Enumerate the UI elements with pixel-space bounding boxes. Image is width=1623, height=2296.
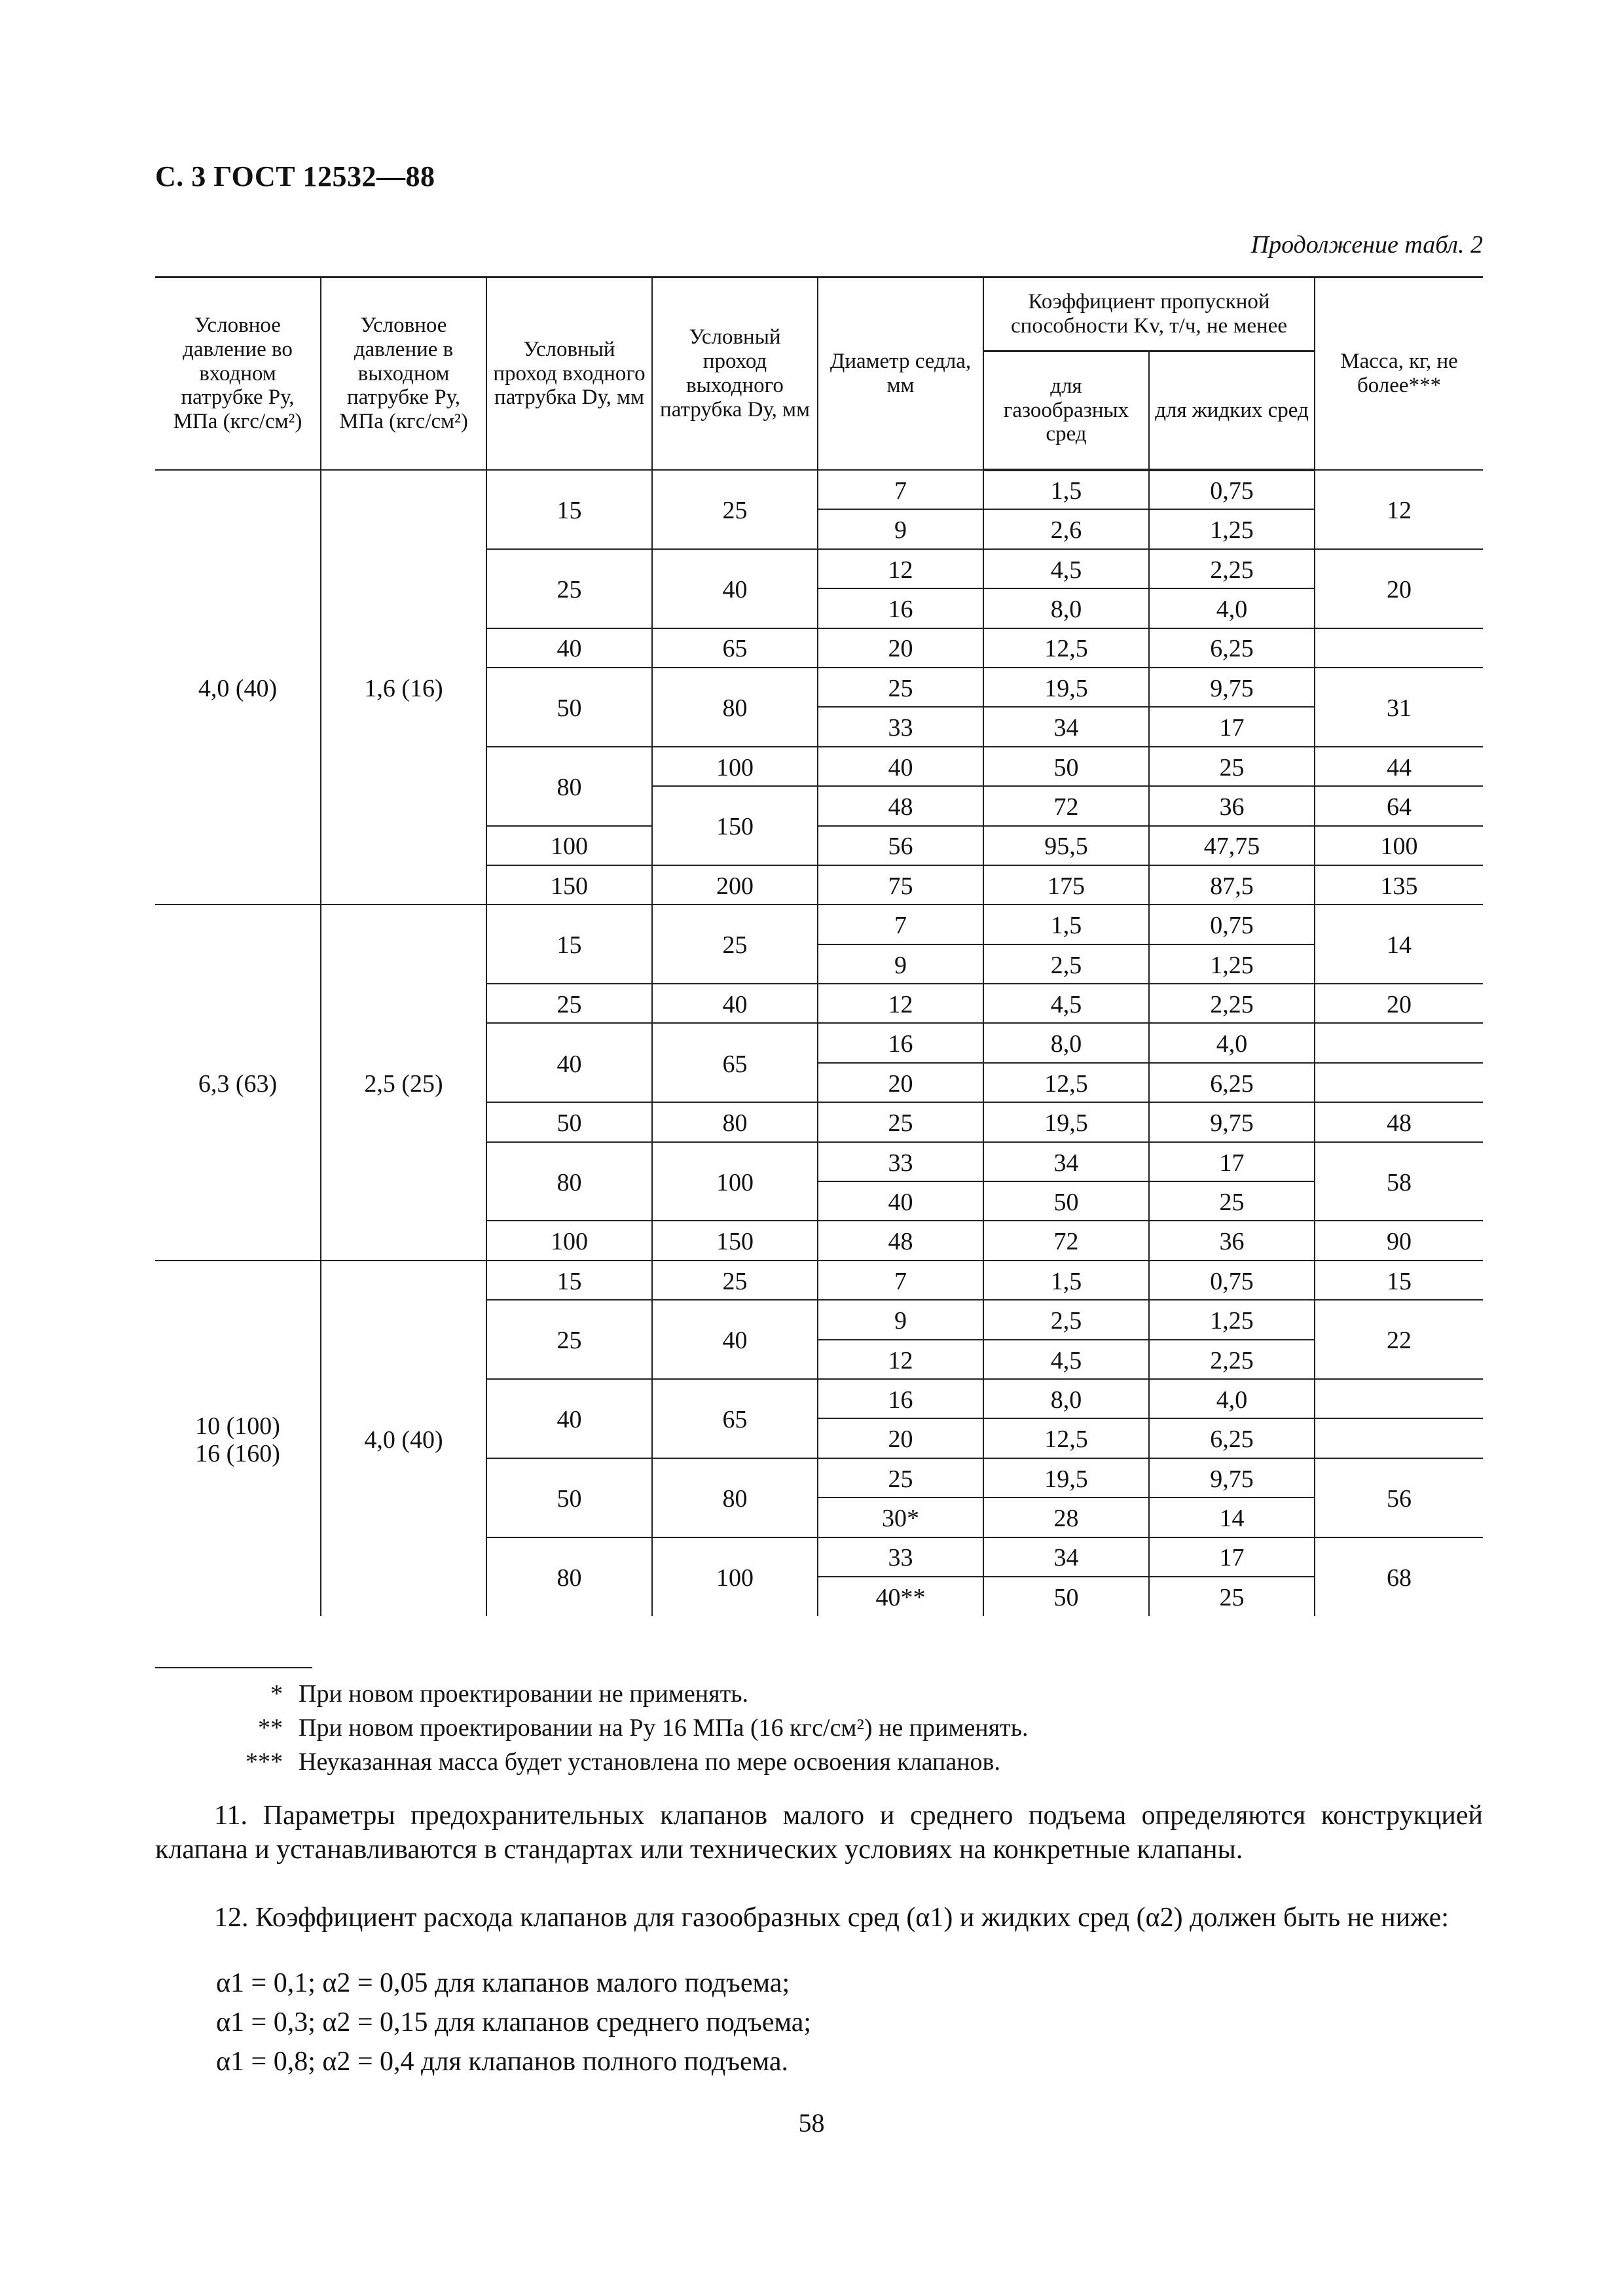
header-kv-gas: для газообразных сред [983,351,1149,471]
page-number: 58 [798,2108,825,2138]
cell-outlet-bore: 100 [652,1537,818,1617]
cell-inlet-bore: 15 [486,470,652,549]
cell-kv-gas: 72 [983,1221,1149,1260]
cell-seat: 40 [818,747,983,786]
cell-kv-liquid: 17 [1149,707,1315,746]
cell-mass-empty [1315,1063,1483,1102]
header-kv: Коэффициент пропускной способности Kv, т/ч, не менее [983,278,1315,351]
cell-outlet-bore: 65 [652,1023,818,1102]
cell-outlet-bore: 65 [652,628,818,668]
cell-inlet-bore: 80 [486,747,652,826]
cell-inlet-bore: 150 [486,865,652,905]
cell-mass: 100 [1315,826,1483,865]
cell-kv-liquid: 87,5 [1149,865,1315,905]
cell-kv-liquid: 25 [1149,747,1315,786]
cell-inlet-bore: 25 [486,1300,652,1379]
cell-mass: 20 [1315,549,1483,628]
cell-inlet-bore: 25 [486,984,652,1023]
cell-kv-gas: 175 [983,865,1149,905]
cell-mass: 22 [1315,1300,1483,1379]
cell-outlet-bore: 40 [652,984,818,1023]
cell-kv-gas: 19,5 [983,1102,1149,1141]
cell-inlet-bore: 50 [486,1102,652,1141]
cell-kv-gas: 1,5 [983,470,1149,509]
cell-inlet-pressure: 4,0 (40) [155,470,321,905]
formula-line: α1 = 0,3; α2 = 0,15 для клапанов среднего подъема; [216,2007,812,2037]
footnotes [236,1677,1029,1779]
footnote-text: При новом проектировании на Pу 16 МПа (16 кгс/см²) не применять. [299,1714,1029,1742]
cell-mass: 58 [1315,1142,1483,1221]
table-row [155,1261,1483,1300]
cell-seat: 56 [818,826,983,865]
cell-kv-liquid: 0,75 [1149,905,1315,944]
cell-kv-gas: 34 [983,1142,1149,1181]
cell-seat: 33 [818,1142,983,1181]
cell-seat: 48 [818,1221,983,1260]
cell-kv-gas: 2,5 [983,1300,1149,1339]
cell-mass: 14 [1315,905,1483,984]
cell-kv-liquid: 17 [1149,1537,1315,1577]
cell-kv-liquid: 2,25 [1149,549,1315,588]
cell-mass-empty [1315,1023,1483,1062]
cell-seat: 9 [818,944,983,984]
cell-mass: 135 [1315,865,1483,905]
cell-outlet-bore: 80 [652,1102,818,1141]
cell-kv-liquid: 6,25 [1149,1418,1315,1458]
cell-inlet-bore: 15 [486,905,652,984]
cell-seat: 12 [818,549,983,588]
cell-inlet-bore: 50 [486,1458,652,1537]
cell-kv-gas: 28 [983,1498,1149,1537]
cell-seat: 9 [818,509,983,548]
cell-kv-liquid: 0,75 [1149,470,1315,509]
table-continuation-label: Продолжение табл. 2 [1250,231,1483,259]
formula-line: α1 = 0,8; α2 = 0,4 для клапанов полного подъема. [216,2047,789,2077]
cell-kv-gas: 12,5 [983,1418,1149,1458]
cell-outlet-pressure: 2,5 (25) [321,905,486,1261]
cell-seat: 25 [818,668,983,707]
cell-inlet-bore: 40 [486,628,652,668]
cell-outlet-bore: 25 [652,905,818,984]
paragraph-11: 11. Параметры предохранительных клапанов малого и среднего подъема определяются конструкцией клапана и устанавливаются в стандартах или технических условиях на конкретные клапаны. [155,1801,1483,1865]
cell-kv-gas: 8,0 [983,1379,1149,1418]
cell-kv-liquid: 6,25 [1149,1063,1315,1102]
cell-kv-liquid: 47,75 [1149,826,1315,865]
cell-kv-gas: 34 [983,707,1149,746]
cell-seat: 7 [818,1261,983,1300]
cell-kv-gas: 8,0 [983,588,1149,628]
cell-seat: 12 [818,984,983,1023]
cell-kv-liquid: 2,25 [1149,1340,1315,1379]
cell-kv-gas: 4,5 [983,1340,1149,1379]
page-header: С. 3 ГОСТ 12532—88 [155,160,435,192]
cell-inlet-bore: 40 [486,1023,652,1102]
cell-kv-gas: 19,5 [983,668,1149,707]
cell-inlet-bore: 80 [486,1142,652,1221]
cell-mass-empty [1315,1418,1483,1458]
cell-kv-liquid: 9,75 [1149,1458,1315,1498]
cell-kv-liquid: 1,25 [1149,509,1315,548]
cell-mass: 90 [1315,1221,1483,1260]
cell-outlet-pressure: 4,0 (40) [321,1261,486,1617]
cell-seat: 40** [818,1577,983,1616]
cell-seat: 16 [818,588,983,628]
cell-seat: 30* [818,1498,983,1537]
cell-outlet-bore: 65 [652,1379,818,1458]
cell-inlet-bore: 50 [486,668,652,747]
cell-seat: 48 [818,786,983,825]
cell-seat: 75 [818,865,983,905]
cell-seat: 25 [818,1458,983,1498]
cell-kv-liquid: 14 [1149,1498,1315,1537]
cell-outlet-bore: 200 [652,865,818,905]
cell-mass: 48 [1315,1102,1483,1141]
cell-kv-liquid: 36 [1149,1221,1315,1260]
cell-mass: 44 [1315,747,1483,786]
cell-seat: 20 [818,1418,983,1458]
footnote [236,1711,1029,1745]
table-row [155,470,1483,509]
cell-seat: 16 [818,1379,983,1418]
footnote-mark: * [270,1680,283,1708]
cell-outlet-pressure: 1,6 (16) [321,470,486,905]
footnote-text: При новом проектировании не применять. [299,1680,749,1708]
cell-seat: 33 [818,707,983,746]
cell-mass: 64 [1315,786,1483,825]
cell-seat: 33 [818,1537,983,1577]
cell-kv-liquid: 9,75 [1149,1102,1315,1141]
cell-kv-gas: 8,0 [983,1023,1149,1062]
cell-outlet-bore: 100 [652,1142,818,1221]
cell-mass: 12 [1315,470,1483,549]
cell-mass-empty [1315,628,1483,668]
cell-kv-gas: 12,5 [983,628,1149,668]
cell-kv-liquid: 9,75 [1149,668,1315,707]
cell-outlet-bore: 80 [652,668,818,747]
cell-inlet-bore: 15 [486,1261,652,1300]
cell-inlet-bore: 100 [486,826,652,865]
cell-seat: 20 [818,1063,983,1102]
cell-inlet-bore: 80 [486,1537,652,1617]
cell-kv-liquid: 25 [1149,1181,1315,1221]
cell-seat: 9 [818,1300,983,1339]
cell-kv-gas: 50 [983,1577,1149,1616]
cell-kv-liquid: 1,25 [1149,1300,1315,1339]
cell-inlet-bore: 40 [486,1379,652,1458]
header-kv-liquid: для жидких сред [1149,351,1315,471]
footnote [236,1745,1029,1779]
cell-kv-gas: 4,5 [983,984,1149,1023]
cell-mass-empty [1315,1379,1483,1418]
cell-kv-gas: 2,6 [983,509,1149,548]
header-seat-diameter: Диаметр седла, мм [818,278,983,471]
footnote [236,1677,1029,1711]
cell-mass: 20 [1315,984,1483,1023]
footnote-mark: *** [246,1748,283,1776]
cell-kv-liquid: 4,0 [1149,1379,1315,1418]
valve-parameters-table [155,276,1483,1616]
cell-kv-liquid: 1,25 [1149,944,1315,984]
cell-kv-liquid: 4,0 [1149,588,1315,628]
cell-kv-gas: 95,5 [983,826,1149,865]
cell-kv-gas: 34 [983,1537,1149,1577]
cell-seat: 12 [818,1340,983,1379]
cell-outlet-bore: 40 [652,549,818,628]
cell-kv-gas: 2,5 [983,944,1149,984]
cell-kv-gas: 1,5 [983,1261,1149,1300]
cell-kv-gas: 72 [983,786,1149,825]
cell-kv-liquid: 25 [1149,1577,1315,1616]
footnote-text: Неуказанная масса будет установлена по мере освоения клапанов. [299,1748,1000,1776]
cell-outlet-bore: 80 [652,1458,818,1537]
cell-mass: 15 [1315,1261,1483,1300]
cell-kv-gas: 12,5 [983,1063,1149,1102]
cell-mass: 31 [1315,668,1483,747]
cell-kv-gas: 4,5 [983,549,1149,588]
cell-outlet-bore: 150 [652,1221,818,1260]
cell-outlet-bore: 150 [652,786,818,865]
cell-kv-gas: 50 [983,1181,1149,1221]
header-inlet-pressure: Условное давление во входном патрубке Pу, МПа (кгс/см²) [155,278,321,471]
cell-seat: 7 [818,905,983,944]
cell-kv-liquid: 2,25 [1149,984,1315,1023]
cell-kv-gas: 19,5 [983,1458,1149,1498]
cell-seat: 16 [818,1023,983,1062]
cell-seat: 40 [818,1181,983,1221]
cell-mass: 68 [1315,1537,1483,1617]
cell-kv-gas: 50 [983,747,1149,786]
cell-seat: 7 [818,470,983,509]
cell-seat: 20 [818,628,983,668]
table-row [155,905,1483,944]
cell-kv-liquid: 36 [1149,786,1315,825]
header-inlet-bore: Условный проход входного патрубка Dу, мм [486,278,652,471]
cell-kv-liquid: 0,75 [1149,1261,1315,1300]
cell-kv-liquid: 6,25 [1149,628,1315,668]
cell-outlet-bore: 25 [652,1261,818,1300]
cell-inlet-bore: 25 [486,549,652,628]
footnote-rule [155,1667,312,1668]
header-mass: Масса, кг, не более*** [1315,278,1483,471]
cell-kv-liquid: 4,0 [1149,1023,1315,1062]
cell-seat: 25 [818,1102,983,1141]
cell-inlet-pressure: 10 (100) 16 (160) [155,1261,321,1617]
formula-line: α1 = 0,1; α2 = 0,05 для клапанов малого подъема; [216,1968,790,1998]
cell-inlet-pressure: 6,3 (63) [155,905,321,1261]
paragraph-12: 12. Коэффициент расхода клапанов для газообразных сред (α1) и жидких сред (α2) должен быть не ниже: [214,1903,1449,1933]
cell-kv-gas: 1,5 [983,905,1149,944]
cell-inlet-bore: 100 [486,1221,652,1260]
footnote-mark: ** [258,1714,283,1742]
cell-outlet-bore: 40 [652,1300,818,1379]
header-outlet-bore: Условный проход выходного патрубка Dу, мм [652,278,818,471]
header-outlet-pressure: Условное давление в выходном патрубке Pу, МПа (кгс/см²) [321,278,486,471]
cell-outlet-bore: 100 [652,747,818,786]
cell-mass: 56 [1315,1458,1483,1537]
cell-kv-liquid: 17 [1149,1142,1315,1181]
cell-outlet-bore: 25 [652,470,818,549]
